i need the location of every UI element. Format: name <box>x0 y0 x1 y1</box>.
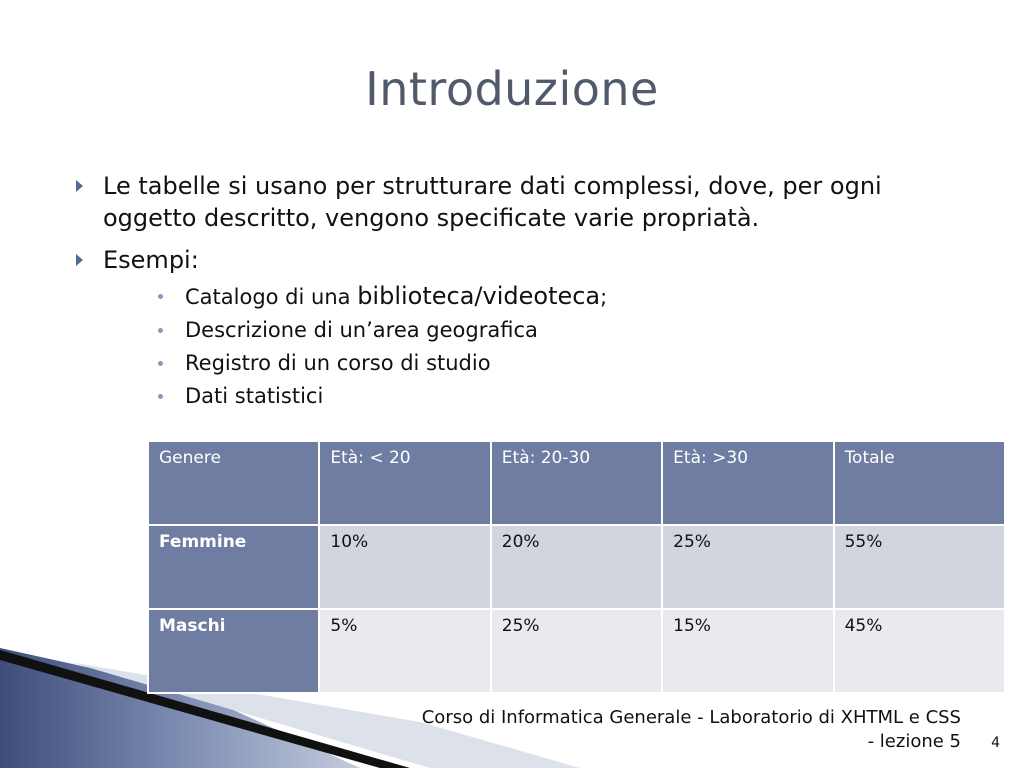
table-row <box>148 525 1005 609</box>
footer-lesson: - lezione 5 <box>867 731 961 752</box>
table-row-header: Maschi <box>148 609 319 693</box>
example-text: Registro di un corso di studio <box>185 351 491 375</box>
statistics-table <box>147 440 1006 694</box>
table-cell: 55% <box>834 525 1005 609</box>
table-row-header: Femmine <box>148 525 319 609</box>
arrow-bullet-icon <box>76 180 83 192</box>
example-item <box>158 280 956 314</box>
example-item <box>158 380 956 413</box>
bullet-text: Le tabelle si usano per strutturare dati complessi, dove, per ogni oggetto descritto, vengono specificate varie propriatà. <box>103 172 882 232</box>
bullet-item-intro <box>76 170 956 234</box>
slide-footer <box>422 706 961 754</box>
page-number: 4 <box>991 735 1000 751</box>
table-cell: 45% <box>834 609 1005 693</box>
example-text: Catalogo di una <box>185 285 358 309</box>
table-cell: 25% <box>491 609 662 693</box>
example-text: Descrizione di un’area geografica <box>185 318 538 342</box>
example-text-end: ; <box>600 285 608 309</box>
dot-bullet-icon <box>158 328 163 333</box>
dot-bullet-icon <box>158 361 163 366</box>
table-header-row <box>148 441 1005 525</box>
table-header-cell: Genere <box>148 441 319 525</box>
bullet-item-examples <box>76 244 956 413</box>
bullet-text: Esempi: <box>103 246 199 274</box>
table-header-cell: Età: >30 <box>662 441 833 525</box>
example-item <box>158 314 956 347</box>
bullet-list <box>76 170 956 423</box>
table-cell: 5% <box>319 609 490 693</box>
arrow-bullet-icon <box>76 254 83 266</box>
dot-bullet-icon <box>158 294 163 299</box>
example-list <box>103 280 956 413</box>
table-row <box>148 609 1005 693</box>
slide-title: Introduzione <box>365 62 659 116</box>
example-text: Dati statistici <box>185 384 324 408</box>
table-cell: 15% <box>662 609 833 693</box>
example-item <box>158 347 956 380</box>
dot-bullet-icon <box>158 394 163 399</box>
table-header-cell: Età: 20-30 <box>491 441 662 525</box>
table-cell: 10% <box>319 525 490 609</box>
table-header-cell: Età: < 20 <box>319 441 490 525</box>
table-cell: 25% <box>662 525 833 609</box>
table-header-cell: Totale <box>834 441 1005 525</box>
footer-course-title: Corso di Informatica Generale - Laboratorio di XHTML e CSS <box>421 707 961 728</box>
example-text-emphasis: biblioteca/videoteca <box>357 282 601 310</box>
table-cell: 20% <box>491 525 662 609</box>
